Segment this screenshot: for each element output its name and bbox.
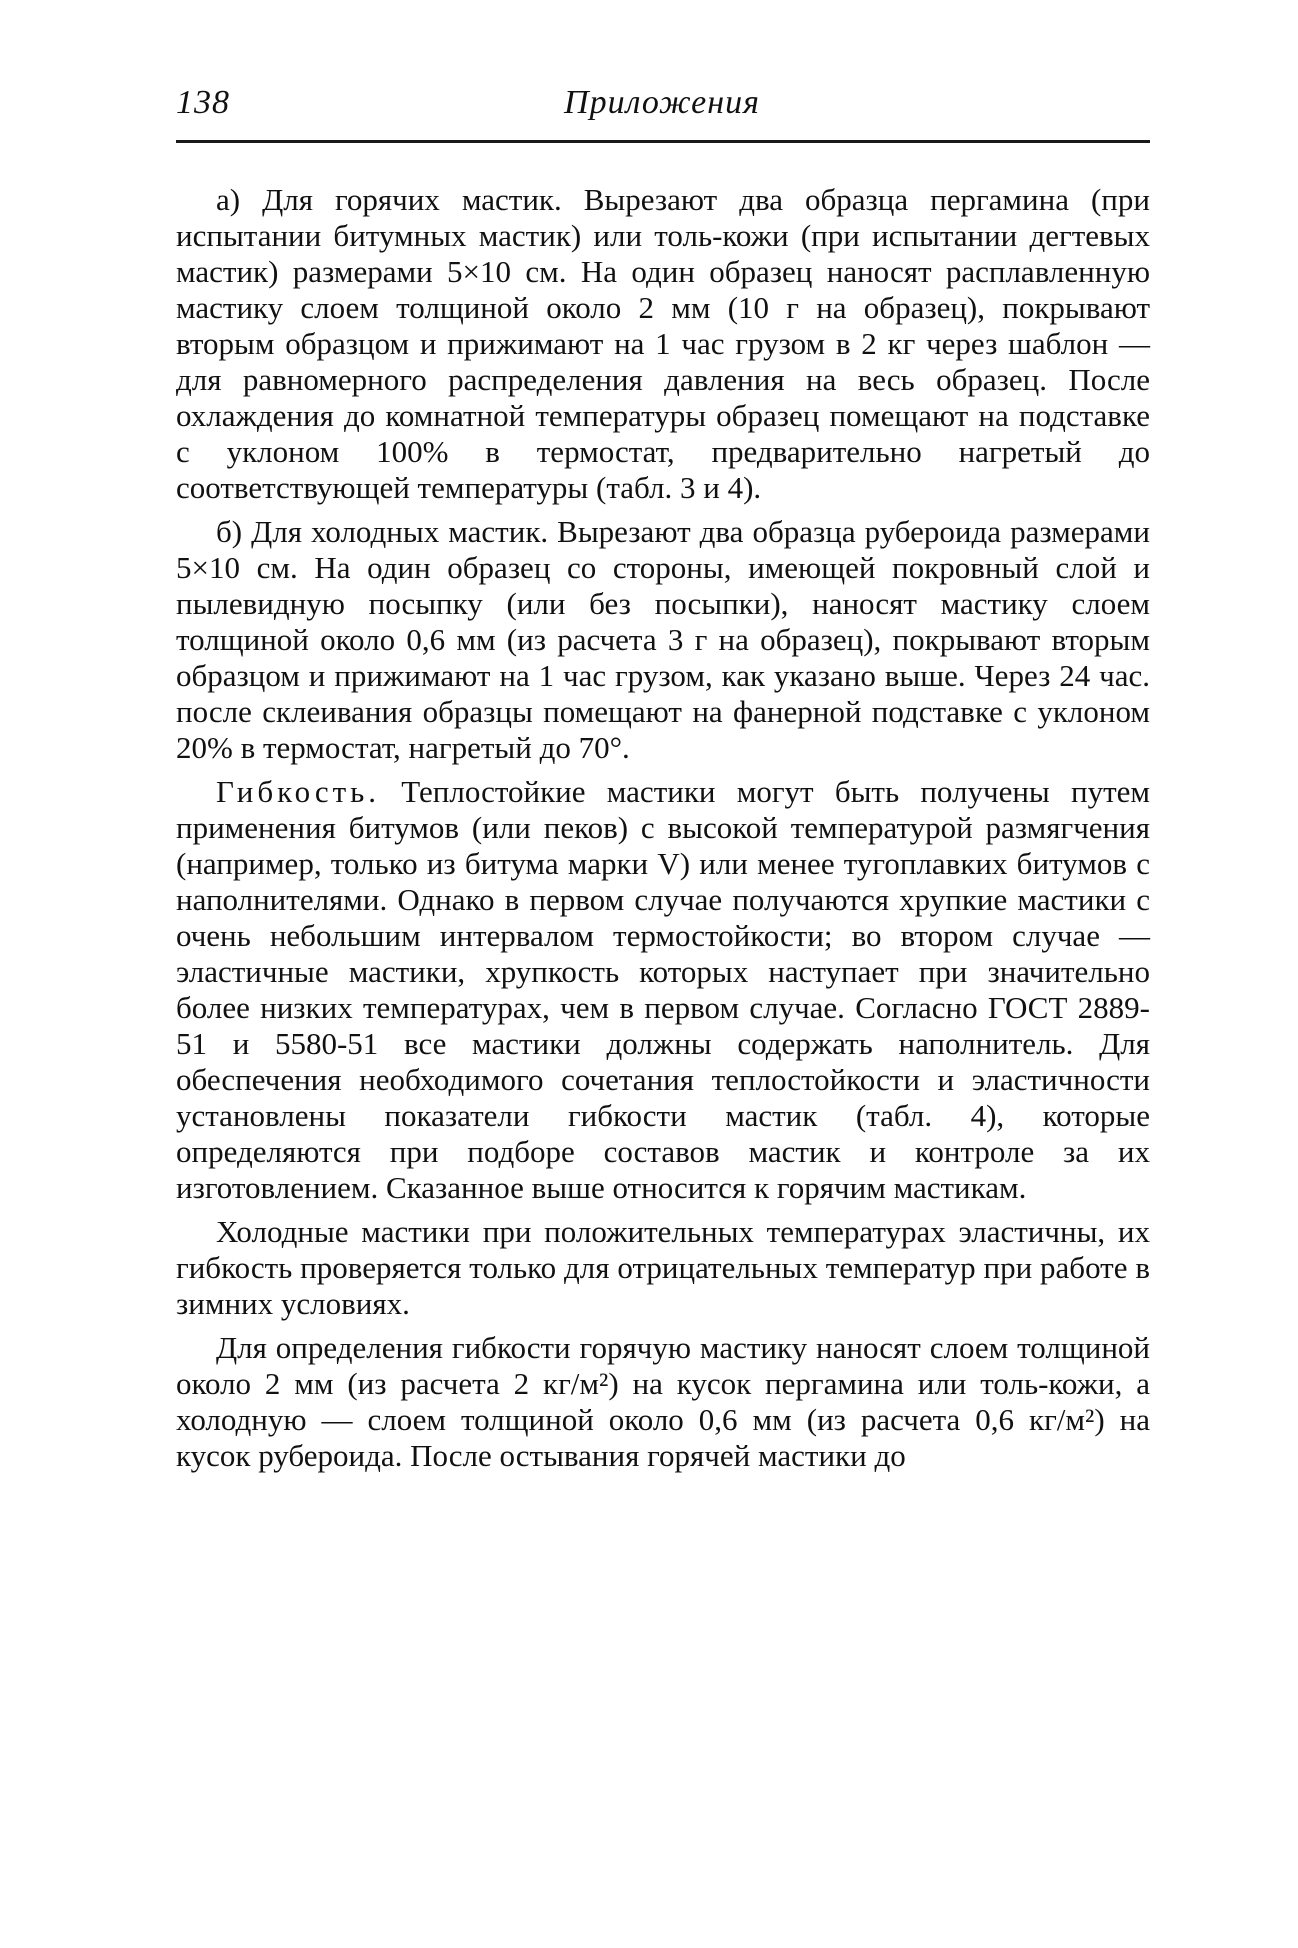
running-title: Приложения [564, 84, 760, 121]
paragraph-cold-flexibility: Холодные мастики при положительных температурах эластичны, их гибкость проверяется только для отрицательных температур при работе в зимних условиях. [176, 1214, 1150, 1321]
page-header [176, 84, 1148, 134]
paragraph-hot-mastics: а) Для горячих мастик. Вырезают два образца пергамина (при испытании битумных мастик) или толь-кожи (при испытании дегтевых мастик) размерами 5×10 см. На один образец наносят расплавленную мастику слоем толщиной около 2 мм (10 г на образец), покрывают вторым образцом и прижимают на 1 час грузом в 2 кг через шаблон — для равномерного распределения давления на весь образец. После охлаждения до комнатной температуры образец помещают на подставке с уклоном 100% в термостат, предварительно нагретый до соответствующей температуры (табл. 3 и 4). [176, 182, 1150, 505]
paragraph-flexibility-test: Для определения гибкости горячую мастику наносят слоем толщиной около 2 мм (из расчета 2 кг/м²) на кусок пергамина или толь-кожи, а холодную — слоем толщиной около 0,6 мм (из расчета 0,6 кг/м²) на кусок рубероида. После остывания горячей мастики до [176, 1330, 1150, 1473]
header-rule [176, 140, 1150, 143]
page-number: 138 [176, 84, 230, 121]
body-text [176, 182, 1150, 1482]
flexibility-heading: Гибкость. [216, 774, 381, 809]
paragraph-flexibility [176, 774, 1150, 1206]
paragraph-cold-mastics: б) Для холодных мастик. Вырезают два образца рубероида размерами 5×10 см. На один образец со стороны, имеющей покровный слой и пылевидную посыпку (или без посыпки), наносят мастику слоем толщиной около 0,6 мм (из расчета 3 г на образец), покрывают вторым образцом и прижимают на 1 час грузом, как указано выше. Через 24 час. после склеивания образцы помещают на фанерной подставке с уклоном 20% в термостат, нагретый до 70°. [176, 514, 1150, 765]
flexibility-text: Теплостойкие мастики могут быть получены путем применения битумов (или пеков) с высокой температурой размягчения (например, только из битума марки V) или менее тугоплавких битумов с наполнителями. Однако в первом случае получаются хрупкие мастики с очень небольшим интервалом термостойкости; во втором случае — эластичные мастики, хрупкость которых наступает при значительно более низких температурах, чем в первом случае. Согласно ГОСТ 2889-51 и 5580-51 все мастики должны содержать наполнитель. Для обеспечения необходимого сочетания теплостойкости и эластичности установлены показатели гибкости мастик (табл. 4), которые определяются при подборе составов мастик и контроле за их изготовлением. Сказанное выше относится к горячим мастикам. [176, 774, 1150, 1205]
